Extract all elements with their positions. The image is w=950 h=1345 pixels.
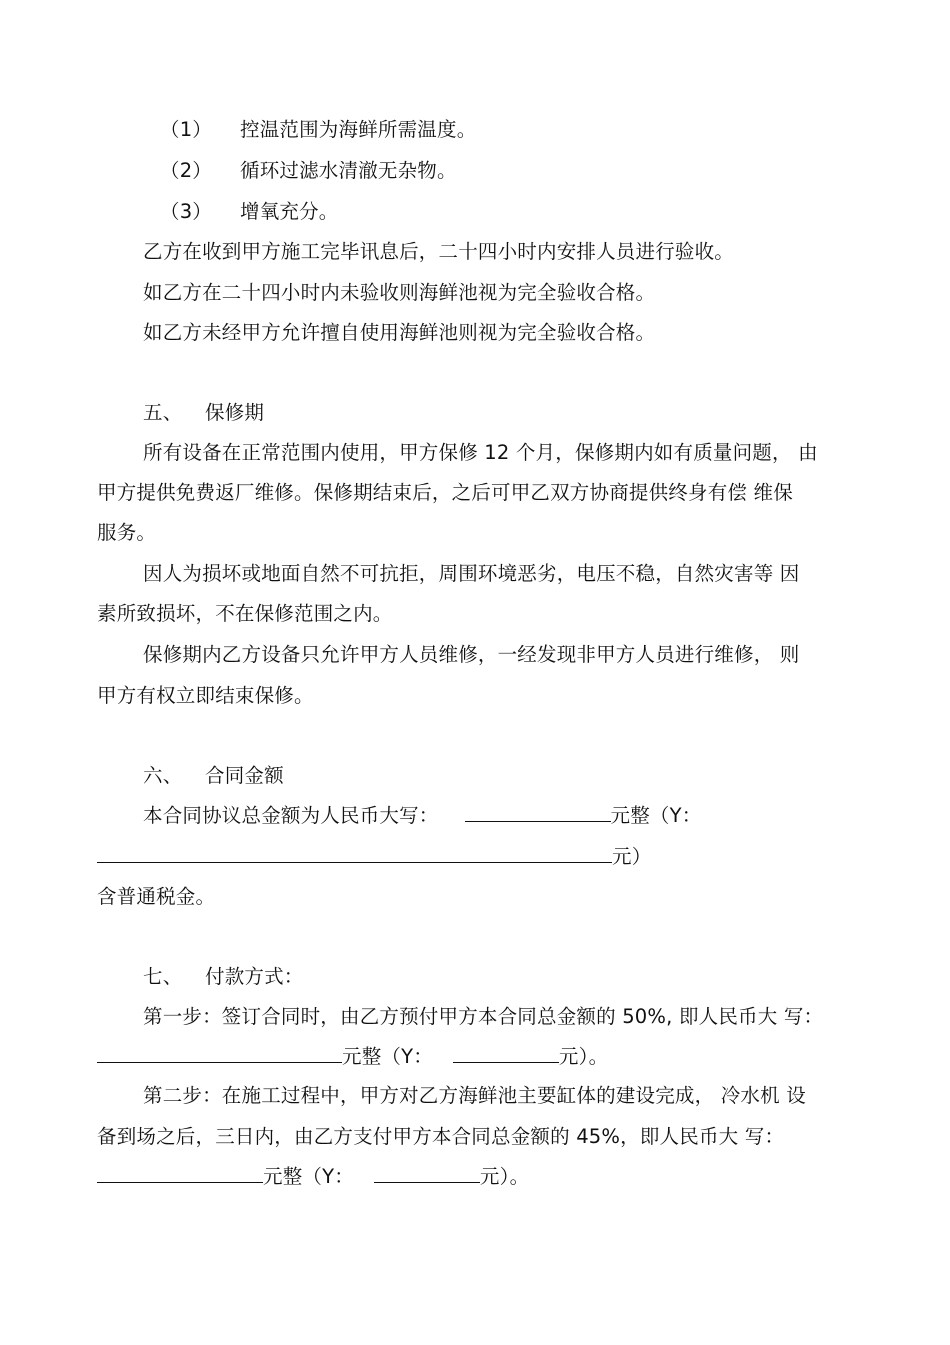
payment-step-line <box>97 1044 608 1070</box>
paragraph-line: 因人为损坏或地面自然不可抗拒，周围环境恶劣，电压不稳，自然灾害等 因 <box>143 562 800 585</box>
section-number: 六、 <box>143 764 183 787</box>
amount-words-blank <box>97 1044 342 1063</box>
amount-unit: 元整（Y： <box>342 1045 433 1068</box>
list-item <box>160 117 476 143</box>
paragraph-line: 甲方有权立即结束保修。 <box>97 684 314 707</box>
payment-step-line: 第一步：签订合同时，由乙方预付甲方本合同总金额的 50%, 即人民币大 写： <box>143 1005 824 1028</box>
payment-step-line <box>97 1164 529 1190</box>
section-number: 七、 <box>143 965 183 988</box>
acceptance-paragraph: 如乙方未经甲方允许擅自使用海鲜池则视为完全验收合格。 <box>143 321 656 344</box>
list-text: 增氧充分。 <box>240 200 339 223</box>
amount-unit: 元）。 <box>479 1165 530 1188</box>
amount-number-blank <box>97 844 612 863</box>
section-title: 合同金额 <box>205 764 284 787</box>
list-number: （3） <box>160 200 213 223</box>
paragraph-line: 素所致损坏，不在保修范围之内。 <box>97 602 393 625</box>
amount-unit: 元）。 <box>558 1045 609 1068</box>
list-text: 控温范围为海鲜所需温度。 <box>240 118 477 141</box>
section-title: 付款方式： <box>205 965 304 988</box>
acceptance-paragraph: 乙方在收到甲方施工完毕讯息后，二十四小时内安排人员进行验收。 <box>143 240 735 263</box>
amount-unit: 元） <box>612 845 652 868</box>
list-item <box>160 158 457 184</box>
amount-unit: 元整（Y： <box>263 1165 354 1188</box>
section-heading <box>143 964 304 990</box>
paragraph-line: 保修期内乙方设备只允许甲方人员维修，一经发现非甲方人员进行维修， 则 <box>143 643 800 666</box>
section-number: 五、 <box>143 401 183 424</box>
section-title: 保修期 <box>205 401 265 424</box>
payment-step-line: 第二步：在施工过程中，甲方对乙方海鲜池主要缸体的建设完成， 冷水机 设 <box>143 1084 806 1107</box>
section-heading <box>143 763 284 789</box>
section-heading <box>143 400 264 426</box>
amount-words-blank <box>97 1164 263 1183</box>
paragraph-line: 甲方提供免费返厂维修。保修期结束后，之后可甲乙双方协商提供终身有偿 维保 <box>97 481 793 504</box>
amount-number-blank <box>374 1164 480 1183</box>
payment-step-line: 备到场之后，三日内，由乙方支付甲方本合同总金额的 45%，即人民币大 写： <box>97 1125 785 1148</box>
amount-line <box>143 803 701 829</box>
paragraph-line: 含普通税金。 <box>97 885 216 908</box>
paragraph-line: 所有设备在正常范围内使用，甲方保修 12 个月，保修期内如有质量问题， 由 <box>143 441 818 464</box>
list-number: （2） <box>160 159 213 182</box>
list-text: 循环过滤水清澈无杂物。 <box>240 159 457 182</box>
amount-line <box>97 844 651 870</box>
amount-label: 本合同协议总金额为人民币大写： <box>143 804 439 827</box>
paragraph-line: 服务。 <box>97 521 157 544</box>
amount-unit: 元整（Y： <box>610 804 702 827</box>
acceptance-paragraph: 如乙方在二十四小时内未验收则海鲜池视为完全验收合格。 <box>143 281 656 304</box>
amount-words-blank <box>465 803 611 822</box>
list-item <box>160 199 339 225</box>
list-number: （1） <box>160 118 213 141</box>
amount-number-blank <box>453 1044 559 1063</box>
